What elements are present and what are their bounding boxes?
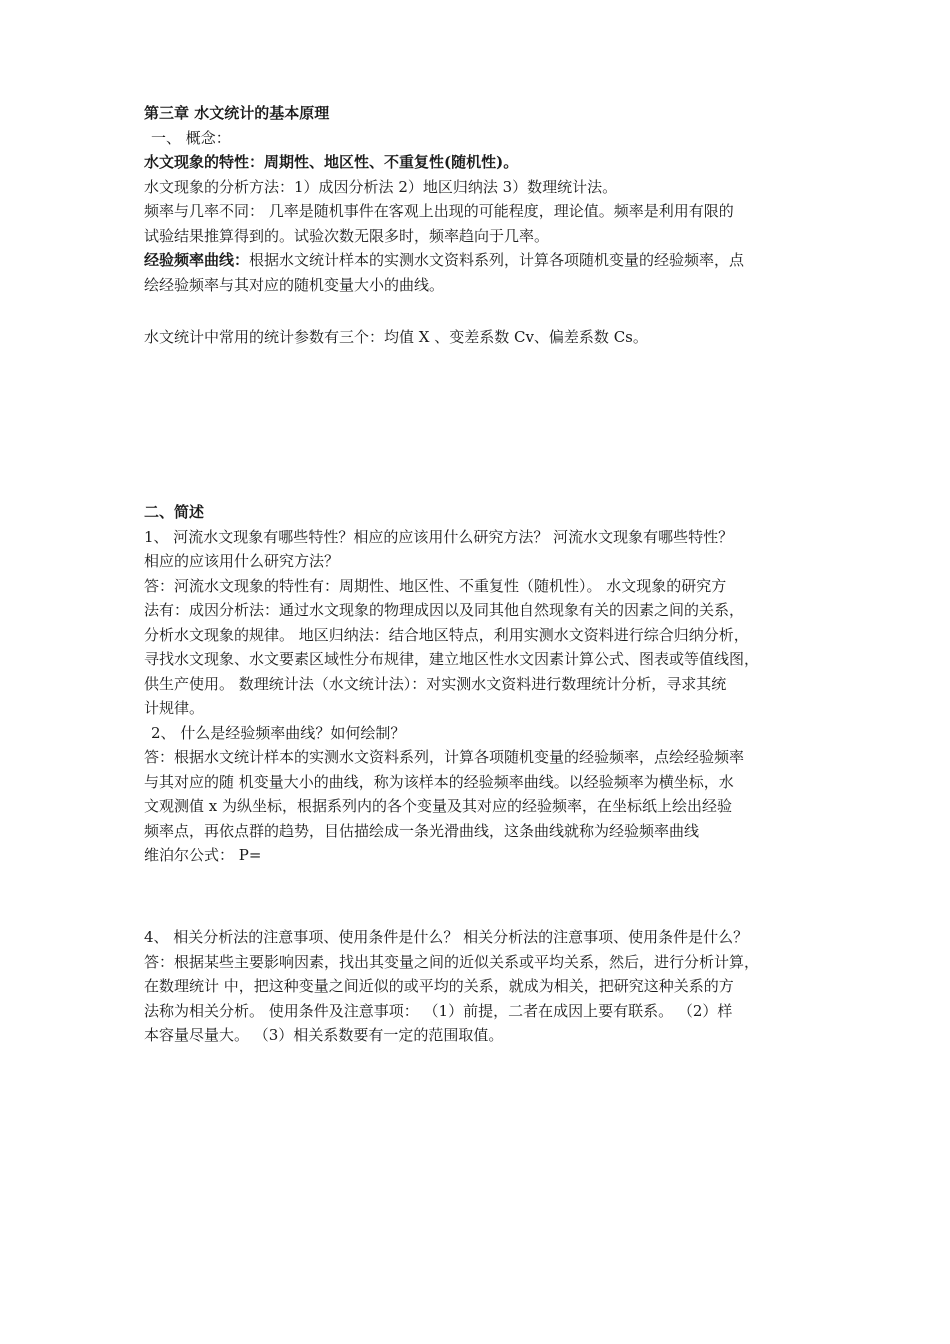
q2-line: 答：根据水文统计样本的实测水文资料系列，计算各项随机变量的经验频率，点绘经验频率 [144,748,745,766]
q2-line: 频率点，再依点群的趋势，目估描绘成一条光滑曲线，这条曲线就称为经验频率曲线 [144,821,700,840]
q1-line: 寻找水文现象、水文要素区域性分布规律，建立地区性水文因素计算公式、图表或等值线图， [144,650,760,668]
q2-line: 与其对应的随 机变量大小的曲线，称为该样本的经验频率曲线。以经验频率为横坐标，水 [144,772,734,791]
q1-line: 分析水文现象的规律。 地区归纳法：结合地区特点，利用实测水文资料进行综合归纳分析， [144,625,749,644]
q1-line: 计规律。 [144,699,205,717]
q1-line: 1、 河流水文现象有哪些特性？相应的应该用什么研究方法？ 河流水文现象有哪些特性？ [144,527,734,546]
q1-line: 法有：成因分析法：通过水文现象的物理成因以及同其他自然现象有关的因素之间的关系， [144,601,745,619]
q4-line: 答：根据某些主要影响因素，找出其变量之间的近似关系或平均关系，然后，进行分析计算， [144,952,760,971]
q2-line: 2、 什么是经验频率曲线？如何绘制？ [151,723,406,742]
section-concepts [144,101,812,297]
q4-line: 法称为相关分析。 使用条件及注意事项： （1）前提，二者在成因上要有联系。 （2）样 [144,1001,733,1020]
q1-line: 答：河流水文现象的特性有：周期性、地区性、不重复性（随机性）。 水文现象的研究方 [144,576,727,595]
empirical-curve-definition-line-2: 绘经验频率与其对应的随机变量大小的曲线。 [144,275,445,294]
hydrology-characteristics: 水文现象的特性：周期性、地区性、不重复性(随机性)。 [144,153,519,171]
analysis-methods: 水文现象的分析方法：1）成因分析法 2）地区归纳法 3）数理统计法。 [144,177,618,196]
q2-line: 文观测值 x 为纵坐标，根据系列内的各个变量及其对应的经验频率，在坐标纸上绘出经验 [144,797,732,815]
q4-line: 本容量尽量大。 （3）相关系数要有一定的范围取值。 [144,1026,504,1044]
chapter-title: 第三章 水文统计的基本原理 [144,104,330,122]
section-brief [144,500,812,868]
frequency-probability-line-1: 频率与几率不同： 几率是随机事件在客观上出现的可能程度，理论值。频率是利用有限的 [144,202,734,220]
empirical-curve-definition-line-1 [144,248,812,273]
section-heading-concepts: 一、 概念： [151,128,231,147]
section-heading-brief: 二、简述 [144,503,205,521]
empirical-curve-text: 根据水文统计样本的实测水文资料系列，计算各项随机变量的经验频率，点 [249,251,745,269]
question-4 [144,925,812,1048]
frequency-probability-line-2: 试验结果推算得到的。试验次数无限多时，频率趋向于几率。 [144,226,550,245]
q2-line: 维泊尔公式： P= [144,846,262,864]
q4-line: 在数理统计 中，把这种变量之间近似的或平均的关系，就成为相关，把研究这种关系的方 [144,977,734,995]
q4-line: 4、 相关分析法的注意事项、使用条件是什么？ 相关分析法的注意事项、使用条件是什么？ [144,928,749,946]
q1-line: 相应的应该用什么研究方法？ [144,552,340,570]
statistical-parameters [144,325,812,350]
statistical-parameters-line: 水文统计中常用的统计参数有三个：均值 X 、变差系数 Cv、偏差系数 Cs。 [144,328,648,346]
empirical-curve-label: 经验频率曲线： [144,251,250,269]
q1-line: 供生产使用。 数理统计法（水文统计法）：对实测水文资料进行数理统计分析，寻求其统 [144,674,727,693]
